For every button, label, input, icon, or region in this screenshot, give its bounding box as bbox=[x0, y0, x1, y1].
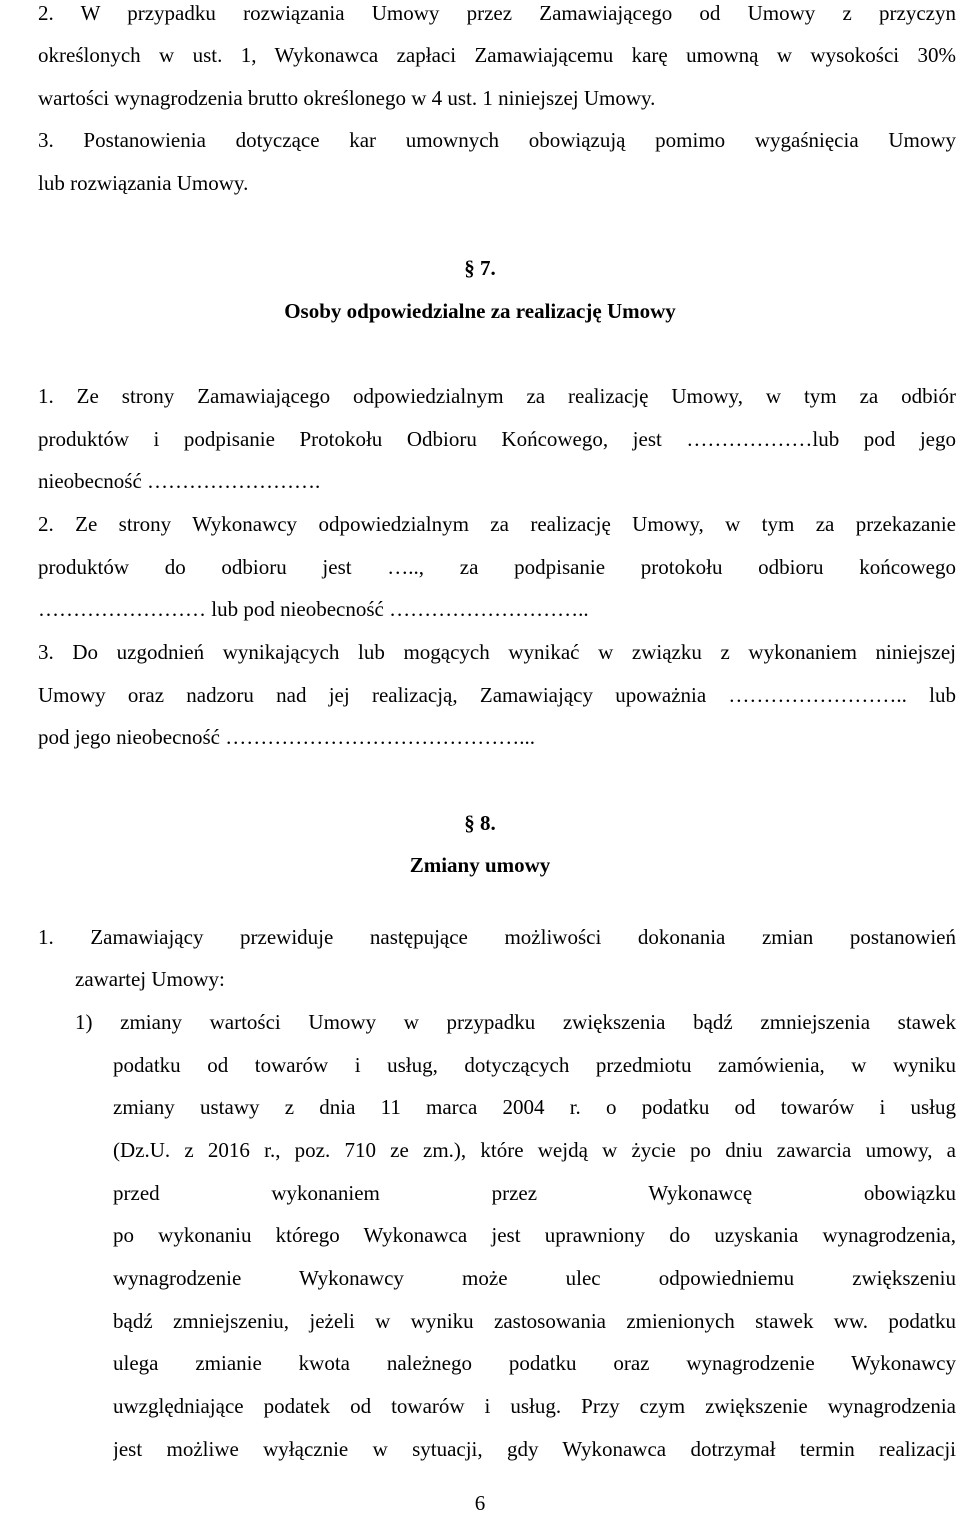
list-item-line: jest możliwe wyłącznie w sytuacji, gdy Wykonawca dotrzymał termin realizacji bbox=[113, 1437, 956, 1461]
paragraph-line: produktów do odbioru jest ….., za podpisanie protokołu odbioru końcowego bbox=[38, 555, 956, 579]
section-number: § 7. bbox=[464, 256, 496, 280]
list-item-line: uwzględniające podatek od towarów i usług. Przy czym zwiększenie wynagrodzenia bbox=[113, 1394, 956, 1418]
section-title: Osoby odpowiedzialne za realizację Umowy bbox=[284, 299, 676, 323]
list-item-line: ulega zmianie kwota należnego podatku oraz wynagrodzenie Wykonawcy bbox=[113, 1351, 956, 1375]
paragraph-line: określonych w ust. 1, Wykonawca zapłaci Zamawiającemu karę umowną w wysokości 30% bbox=[38, 43, 956, 67]
list-item-line: przed wykonaniem przez Wykonawcę obowiązku bbox=[113, 1181, 956, 1205]
paragraph-line: 3. Do uzgodnień wynikających lub mogących wynikać w związku z wykonaniem niniejszej bbox=[38, 640, 956, 664]
paragraph-line: 2. W przypadku rozwiązania Umowy przez Zamawiającego od Umowy z przyczyn bbox=[38, 1, 956, 25]
paragraph-line: wartości wynagrodzenia brutto określonego w 4 ust. 1 niniejszej Umowy. bbox=[38, 86, 656, 110]
paragraph-line: …………………… lub pod nieobecność ……………………….. bbox=[38, 597, 589, 621]
list-item-line: (Dz.U. z 2016 r., poz. 710 ze zm.), które wejdą w życie po dniu zawarcia umowy, a bbox=[113, 1138, 956, 1162]
section-title: Zmiany umowy bbox=[409, 853, 551, 877]
paragraph-line: nieobecność ……………………. bbox=[38, 469, 321, 493]
list-item-line: bądź zmniejszeniu, jeżeli w wyniku zastosowania zmienionych stawek ww. podatku bbox=[113, 1309, 956, 1333]
list-item-line: wynagrodzenie Wykonawcy może ulec odpowiedniemu zwiększeniu bbox=[113, 1266, 956, 1290]
paragraph-line: zawartej Umowy: bbox=[75, 967, 225, 991]
paragraph-line: Umowy oraz nadzoru nad jej realizacją, Zamawiający upoważnia …………………….. lub bbox=[38, 683, 956, 707]
list-item-line: po wykonaniu którego Wykonawca jest uprawniony do uzyskania wynagrodzenia, bbox=[113, 1223, 956, 1247]
paragraph-line: 3. Postanowienia dotyczące kar umownych obowiązują pomimo wygaśnięcia Umowy bbox=[38, 128, 956, 152]
paragraph-line: lub rozwiązania Umowy. bbox=[38, 171, 249, 195]
list-item-line: zmiany ustawy z dnia 11 marca 2004 r. o podatku od towarów i usług bbox=[113, 1095, 956, 1119]
paragraph-line: 1. Ze strony Zamawiającego odpowiedzialnym za realizację Umowy, w tym za odbiór bbox=[38, 384, 956, 408]
paragraph-line: produktów i podpisanie Protokołu Odbioru Końcowego, jest ………………lub pod jego bbox=[38, 427, 956, 451]
page-number: 6 bbox=[474, 1491, 486, 1515]
list-item-line: 1) zmiany wartości Umowy w przypadku zwiększenia bądź zmniejszenia stawek bbox=[75, 1010, 956, 1034]
section-number: § 8. bbox=[464, 811, 496, 835]
paragraph-line: pod jego nieobecność ……………………………………... bbox=[38, 725, 535, 749]
paragraph-line: 2. Ze strony Wykonawcy odpowiedzialnym za realizację Umowy, w tym za przekazanie bbox=[38, 512, 956, 536]
list-item-line: podatku od towarów i usług, dotyczących przedmiotu zamówienia, w wyniku bbox=[113, 1053, 956, 1077]
paragraph-line: 1. Zamawiający przewiduje następujące możliwości dokonania zmian postanowień bbox=[38, 925, 956, 949]
